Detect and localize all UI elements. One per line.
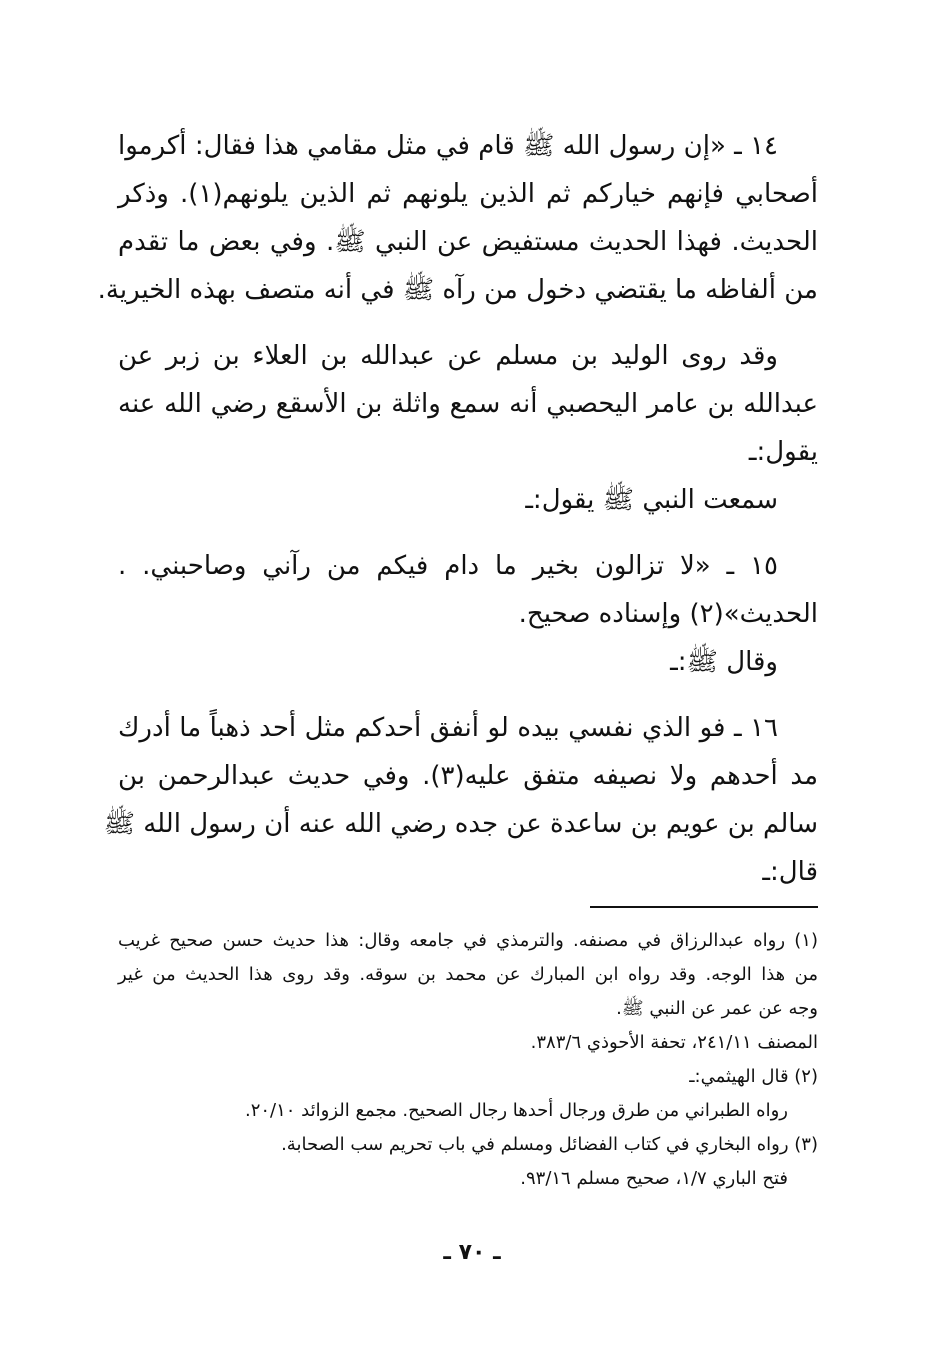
footnote-line: (٢) قال الهيثمي:ـ xyxy=(689,1066,818,1087)
paragraph-narration xyxy=(118,332,818,476)
main-text xyxy=(97,122,819,896)
paragraph-hadith-14 xyxy=(97,122,819,314)
page-number: ـ ٧٠ ـ xyxy=(443,1240,501,1265)
paragraph-hadith-15 xyxy=(118,542,818,686)
footnotes xyxy=(118,924,818,1196)
text-line: عبدالله بن عامر اليحصبي أنه سمع واثلة بن الأسقع رضي الله عنه xyxy=(118,389,818,419)
text-line: مد أحدهم ولا نصيفه متفق عليه(٣). وفي حديث عبدالرحمن بن xyxy=(118,761,818,791)
footnote-line: فتح الباري ١/٧، صحيح مسلم ٩٣/١٦. xyxy=(520,1168,788,1189)
footnote-line: من هذا الوجه. وقد رواه ابن المبارك عن محمد بن سوقه. وقد روى هذا الحديث من غير xyxy=(118,964,818,985)
text-line: ١٤ ـ «إن رسول الله ﷺ قام في مثل مقامي هذا فقال: أكرموا xyxy=(118,131,778,161)
text-line: الحديث. فهذا الحديث مستفيض عن النبي ﷺ. وفي بعض ما تقدم xyxy=(118,227,818,257)
text-line: قال:ـ xyxy=(762,857,818,887)
paragraph-heard xyxy=(118,476,818,524)
text-line: الحديث»(٢) وإسناده صحيح. xyxy=(518,599,818,629)
text-line: ١٦ ـ فو الذي نفسي بيده لو أنفق أحدكم مثل أحد ذهباً ما أدرك xyxy=(118,713,778,743)
footnote-line: رواه الطبراني من طرق ورجال أحدها رجال الصحيح. مجمع الزوائد ٢٠/١٠. xyxy=(244,1100,788,1121)
footnote-line: (٣) رواه البخاري في كتاب الفضائل ومسلم في باب تحريم سب الصحابة. xyxy=(281,1134,818,1155)
text-line: وقال ﷺ:ـ xyxy=(670,647,778,677)
footnote-divider xyxy=(590,906,818,908)
footnote-line: (١) رواه عبدالرزاق في مصنفه. والترمذي في جامعه وقال: هذا حديث حسن صحيح غريب xyxy=(118,930,818,951)
paragraph-hadith-16 xyxy=(103,704,818,896)
text-line: ١٥ ـ «لا تزالون بخير ما دام فيكم من رآني وصاحبني. . xyxy=(118,551,778,581)
text-line: من ألفاظه ما يقتضي دخول من رآه ﷺ في أنه متصف بهذه الخيرية. xyxy=(97,275,818,305)
text-line: أصحابي فإنهم خياركم ثم الذين يلونهم ثم الذين يلونهم(١). وذكر xyxy=(118,179,819,209)
text-line: سمعت النبي ﷺ يقول:ـ xyxy=(525,485,778,515)
footnote-line: المصنف ٢٤١/١١، تحفة الأحوذي ٣٨٣/٦. xyxy=(530,1032,818,1053)
footnote-line: وجه عن عمر عن النبي ﷺ. xyxy=(616,998,818,1019)
text-line: سالم بن عويم بن ساعدة عن جده رضي الله عنه أن رسول الله ﷺ xyxy=(103,809,818,839)
text-line: وقد روى الوليد بن مسلم عن عبدالله بن العلاء بن زبر عن xyxy=(118,341,778,371)
text-line: يقول:ـ xyxy=(748,437,818,467)
